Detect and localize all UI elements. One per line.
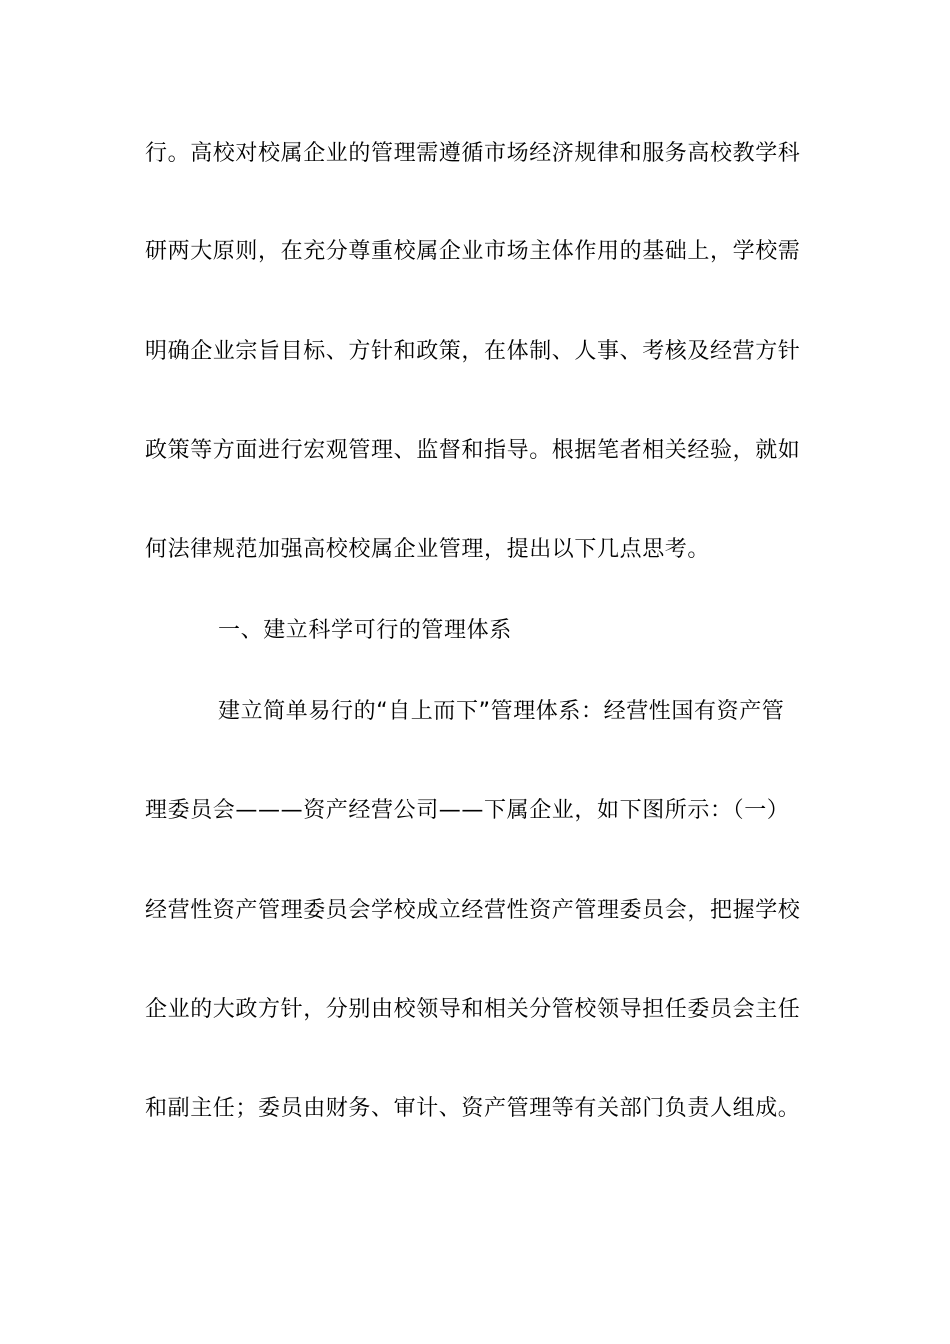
paragraph-line: 何法律规范加强高校校属企业管理，提出以下几点思考。 [145,537,711,562]
paragraph-line: 理委员会———资产经营公司——下属企业，如下图所示：（一） [145,798,790,823]
paragraph-line: 研两大原则，在充分尊重校属企业市场主体作用的基础上，学校需 [145,239,801,264]
paragraph-line: 经营性资产管理委员会学校成立经营性资产管理委员会，把握学校 [145,898,801,923]
section-heading: 一、建立科学可行的管理体系 [218,618,512,643]
paragraph-line: 建立简单易行的“自上而下”管理体系：经营性国有资产管 [218,699,785,724]
paragraph-line: 企业的大政方针，分别由校领导和相关分管校领导担任委员会主任 [145,997,801,1022]
paragraph-line: 明确企业宗旨目标、方针和政策，在体制、人事、考核及经营方针 [145,339,801,364]
paragraph-line: 行。高校对校属企业的管理需遵循市场经济规律和服务高校教学科 [145,141,801,166]
paragraph-line: 政策等方面进行宏观管理、监督和指导。根据笔者相关经验，就如 [145,438,801,463]
paragraph-line: 和副主任；委员由财务、审计、资产管理等有关部门负责人组成。 [145,1096,801,1121]
